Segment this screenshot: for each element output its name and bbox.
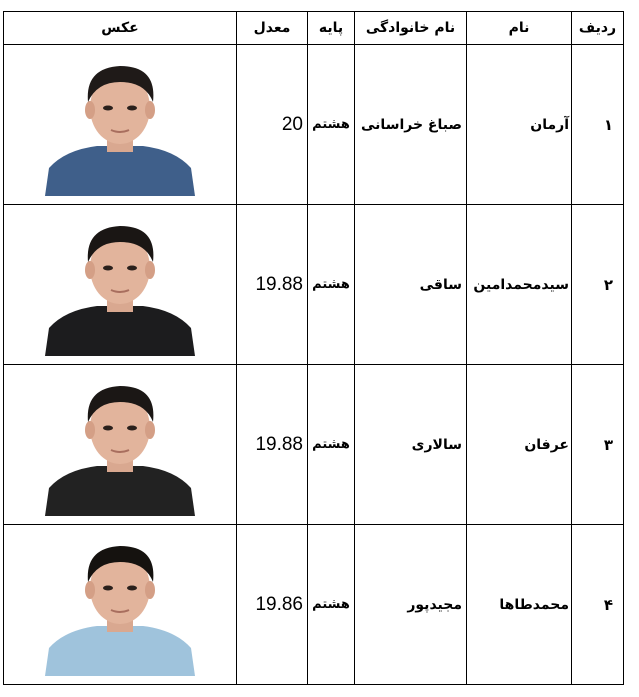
- table-row: [4, 525, 624, 685]
- header-row-number: ردیف: [572, 12, 624, 45]
- student-photo: [35, 210, 205, 356]
- student-photo: [35, 50, 205, 196]
- family-name-cell: سالاری: [355, 365, 467, 525]
- grade-cell: هشتم: [308, 525, 355, 685]
- average-cell: 20: [237, 45, 308, 205]
- first-name-cell: سیدمحمدامین: [467, 205, 572, 365]
- header-first-name: نام: [467, 12, 572, 45]
- average-cell: 19.88: [237, 205, 308, 365]
- header-row: [4, 12, 624, 45]
- grade-cell: هشتم: [308, 365, 355, 525]
- family-name-cell: صباغ خراسانی: [355, 45, 467, 205]
- grade-cell: هشتم: [308, 205, 355, 365]
- photo-cell: [4, 365, 237, 525]
- grade-cell: هشتم: [308, 45, 355, 205]
- header-family-name: نام خانوادگی: [355, 12, 467, 45]
- student-photo: [35, 370, 205, 516]
- average-cell: 19.88: [237, 365, 308, 525]
- photo-cell: [4, 525, 237, 685]
- average-cell: 19.86: [237, 525, 308, 685]
- family-name-cell: ساقی: [355, 205, 467, 365]
- table-row: [4, 205, 624, 365]
- header-grade: پایه: [308, 12, 355, 45]
- header-average: معدل: [237, 12, 308, 45]
- row-number-cell: ۱: [572, 45, 624, 205]
- row-number-cell: ۲: [572, 205, 624, 365]
- photo-cell: [4, 205, 237, 365]
- students-table-container: [3, 11, 624, 685]
- student-photo: [35, 530, 205, 676]
- family-name-cell: مجیدپور: [355, 525, 467, 685]
- table-row: [4, 45, 624, 205]
- table-row: [4, 365, 624, 525]
- row-number-cell: ۳: [572, 365, 624, 525]
- students-table: [3, 11, 624, 685]
- first-name-cell: محمدطاها: [467, 525, 572, 685]
- row-number-cell: ۴: [572, 525, 624, 685]
- first-name-cell: عرفان: [467, 365, 572, 525]
- first-name-cell: آرمان: [467, 45, 572, 205]
- header-photo: عکس: [4, 12, 237, 45]
- photo-cell: [4, 45, 237, 205]
